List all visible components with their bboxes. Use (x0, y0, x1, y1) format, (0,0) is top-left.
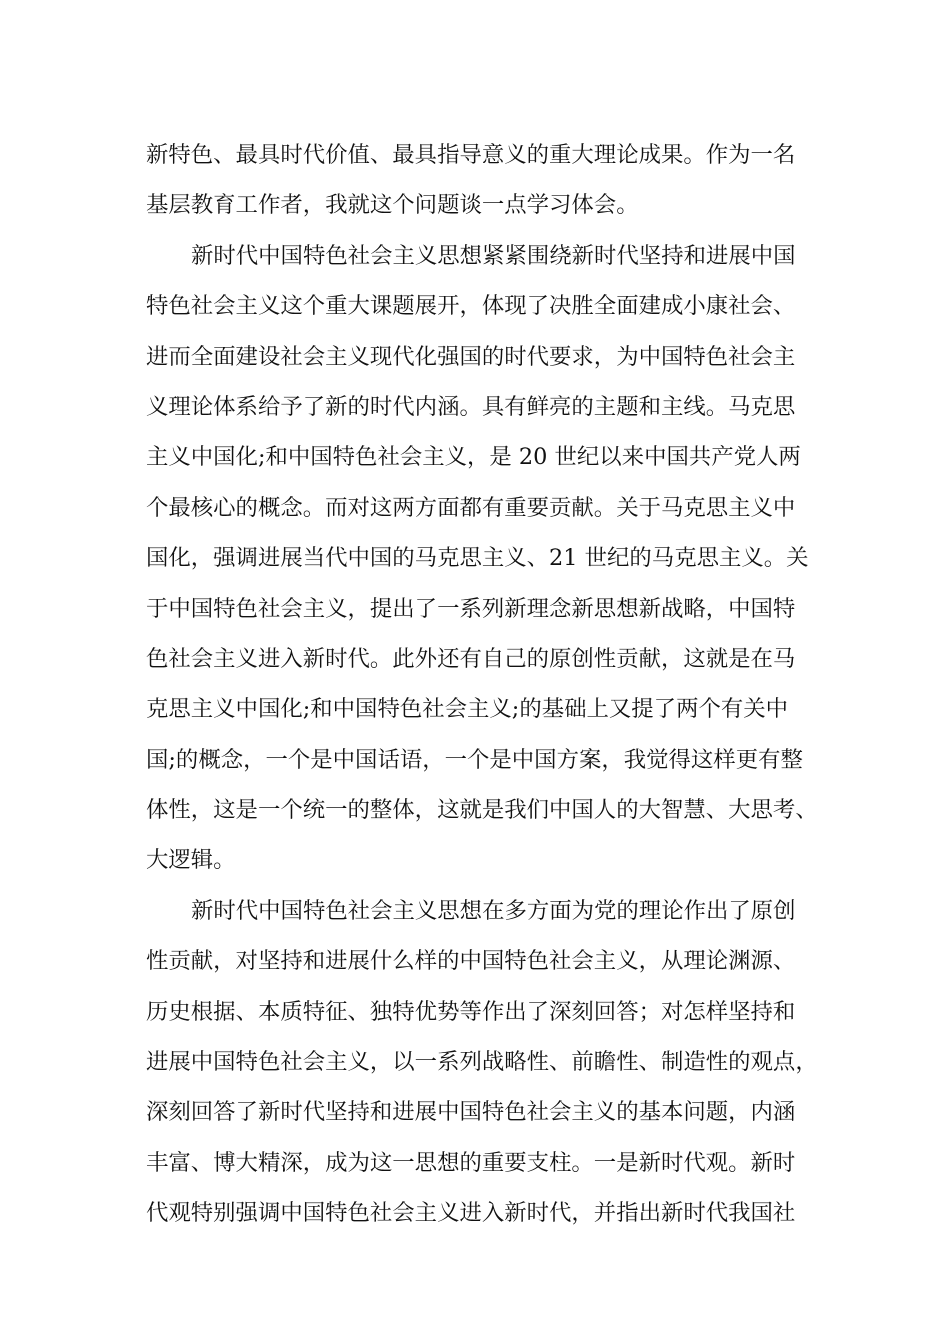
paragraph-start-line: 新时代中国特色社会主义思想在多方面为党的理论作出了原创 (191, 897, 796, 924)
body-text (146, 130, 836, 1239)
text-line: 历史根据、本质特征、独特优势等作出了深刻回答；对怎样坚持和 (146, 998, 796, 1025)
text-line: 丰富、博大精深，成为这一思想的重要支柱。一是新时代观。新时 (146, 1149, 796, 1176)
text-line: 进展中国特色社会主义，以一系列战略性、前瞻性、制造性的观点， (146, 1049, 818, 1076)
text-line: 深刻回答了新时代坚持和进展中国特色社会主义的基本问题，内涵 (146, 1099, 796, 1126)
text-line: 色社会主义进入新时代。此外还有自己的原创性贡献，这就是在马 (146, 645, 796, 672)
text-line: 性贡献，对坚持和进展什么样的中国特色社会主义，从理论渊源、 (146, 948, 796, 975)
text-line: 于中国特色社会主义，提出了一系列新理念新思想新战略，中国特 (146, 595, 796, 622)
paragraph-start-line: 新时代中国特色社会主义思想紧紧围绕新时代坚持和进展中国 (191, 242, 796, 269)
text-line: 个最核心的概念。而对这两方面都有重要贡献。关于马克思主义中 (146, 494, 796, 521)
text-line: 体性，这是一个统一的整体，这就是我们中国人的大智慧、大思考、 (146, 797, 818, 824)
text-line: 克思主义中国化;和中国特色社会主义;的基础上又提了两个有关中 (146, 696, 789, 723)
text-line: 基层教育工作者，我就这个问题谈一点学习体会。 (146, 192, 639, 219)
text-line: 国;的概念，一个是中国话语，一个是中国方案，我觉得这样更有整 (146, 746, 803, 773)
text-line: 主义中国化;和中国特色社会主义，是 20 世纪以来中国共产党人两 (146, 444, 801, 471)
text-line: 义理论体系给予了新的时代内涵。具有鲜亮的主题和主线。马克思 (146, 393, 796, 420)
text-line: 大逻辑。 (146, 847, 236, 874)
text-line: 新特色、最具时代价值、最具指导意义的重大理论成果。作为一名 (146, 142, 796, 168)
text-line: 特色社会主义这个重大课题展开，体现了决胜全面建成小康社会、 (146, 293, 796, 320)
text-line: 代观特别强调中国特色社会主义进入新时代，并指出新时代我国社 (146, 1200, 796, 1227)
text-line: 国化，强调进展当代中国的马克思主义、21 世纪的马克思主义。关 (146, 545, 809, 572)
text-line: 进而全面建设社会主义现代化强国的时代要求，为中国特色社会主 (146, 343, 796, 370)
